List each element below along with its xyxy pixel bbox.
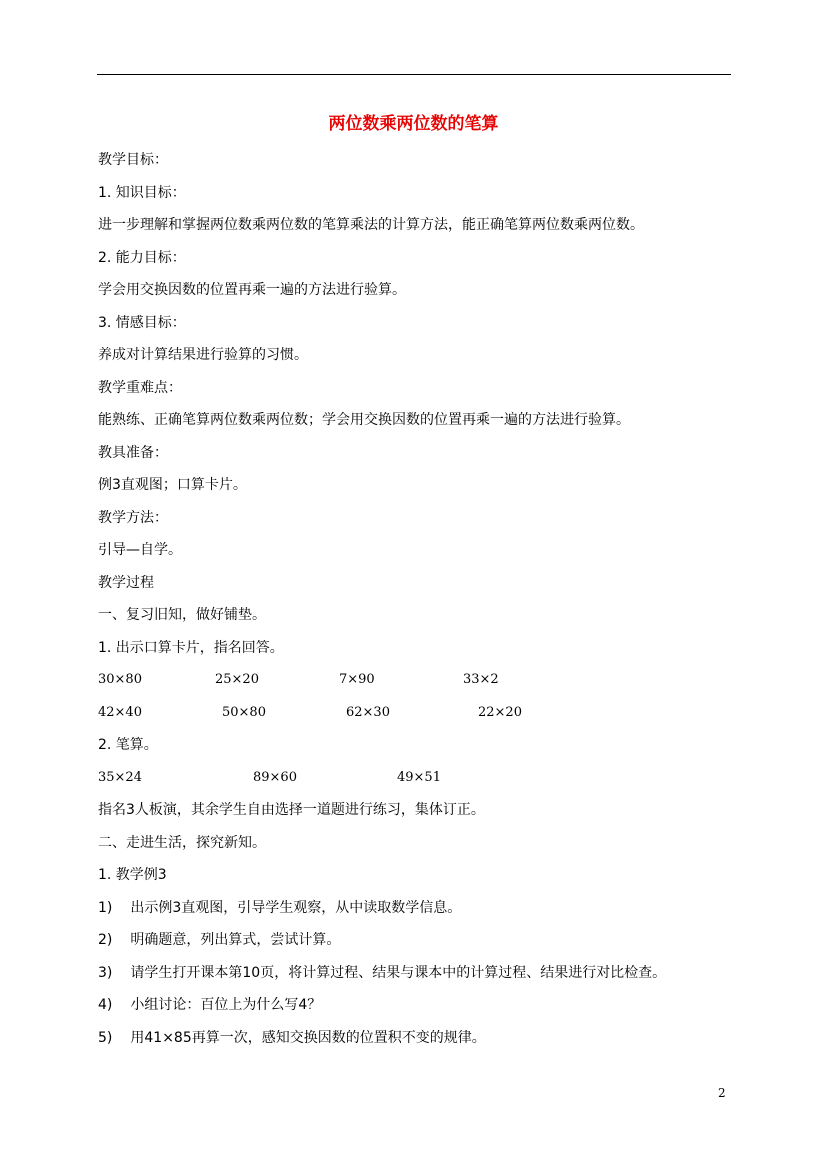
text-line: 1. 出示口算卡片，指名回答。: [98, 640, 284, 656]
step-text: 请学生打开课本第10页，将计算过程、结果与课本中的计算过程、结果进行对比检查。: [130, 965, 667, 981]
step-item: [98, 930, 340, 950]
oral-item: 62×30: [346, 705, 390, 720]
step-item: [98, 995, 321, 1015]
text-line: 二、走进生活，探究新知。: [98, 835, 266, 851]
header-rule: [97, 74, 731, 75]
step-text: 用41×85再算一次，感知交换因数的位置积不变的规律。: [130, 1030, 486, 1046]
text-line: 例3直观图；口算卡片。: [98, 477, 247, 493]
oral-item: 30×80: [98, 672, 142, 687]
oral-item: 50×80: [222, 705, 266, 720]
step-marker: 2): [98, 932, 113, 948]
written-item: 49×51: [397, 770, 441, 785]
text-line: 1. 知识目标：: [98, 185, 186, 201]
oral-item: 25×20: [215, 672, 259, 687]
step-marker: 5): [98, 1030, 113, 1046]
written-heading: 2. 笔算。: [98, 737, 158, 753]
text-line: 2. 能力目标：: [98, 250, 186, 266]
text-line: 教具准备：: [98, 445, 168, 461]
step-marker: 1): [98, 900, 113, 916]
text-line: 教学目标：: [98, 152, 168, 168]
step-marker: 4): [98, 997, 113, 1013]
text-line: 1. 教学例3: [98, 867, 167, 883]
page-number: 2: [718, 1086, 726, 1100]
step-item: [98, 1028, 486, 1048]
step-item: [98, 898, 461, 918]
written-item: 89×60: [253, 770, 297, 785]
step-marker: 3): [98, 965, 113, 981]
oral-item: 42×40: [98, 705, 142, 720]
text-line: 教学过程: [98, 575, 154, 591]
text-line: 引导—自学。: [98, 542, 182, 558]
text-line: 指名3人板演，其余学生自由选择一道题进行练习，集体订正。: [98, 802, 485, 818]
text-line: 3. 情感目标：: [98, 315, 186, 331]
oral-item: 22×20: [478, 705, 522, 720]
oral-item: 33×2: [463, 672, 499, 687]
step-text: 小组讨论：百位上为什么写4？: [130, 997, 322, 1013]
step-text: 明确题意，列出算式，尝试计算。: [130, 932, 341, 948]
text-line: 养成对计算结果进行验算的习惯。: [98, 347, 308, 363]
text-line: 能熟练、正确笔算两位数乘两位数；学会用交换因数的位置再乘一遍的方法进行验算。: [98, 412, 630, 428]
text-line: 教学重难点：: [98, 380, 182, 396]
text-line: 教学方法：: [98, 510, 168, 526]
document-title: 两位数乘两位数的笔算: [328, 114, 499, 134]
text-line: 学会用交换因数的位置再乘一遍的方法进行验算。: [98, 282, 406, 298]
text-line: 一、复习旧知，做好铺垫。: [98, 607, 266, 623]
written-item: 35×24: [98, 770, 142, 785]
text-line: 进一步理解和掌握两位数乘两位数的笔算乘法的计算方法，能正确笔算两位数乘两位数。: [98, 217, 644, 233]
step-text: 出示例3直观图，引导学生观察，从中读取数学信息。: [130, 900, 462, 916]
oral-item: 7×90: [339, 672, 375, 687]
step-item: [98, 963, 666, 983]
